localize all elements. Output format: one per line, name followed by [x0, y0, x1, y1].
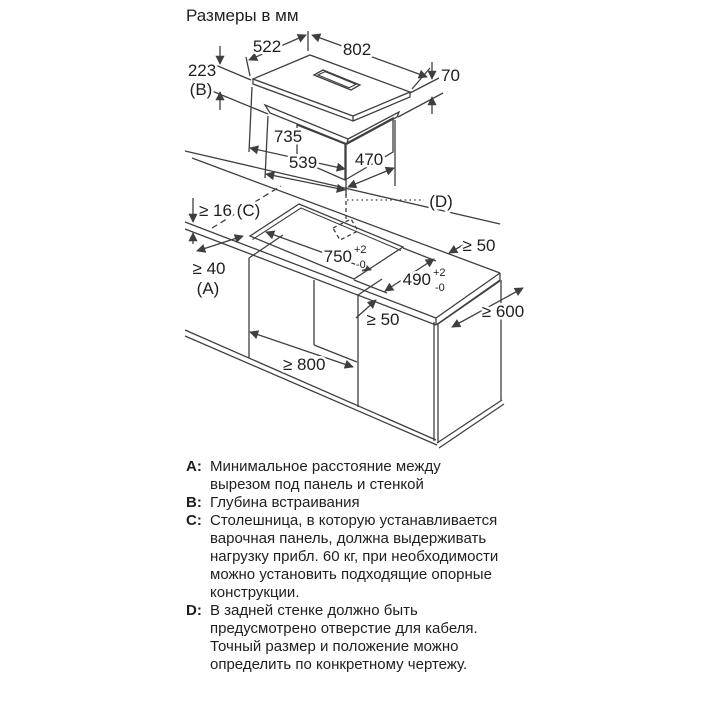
- vent-slot-icon: [314, 70, 360, 90]
- dim-side-clearance-40: [193, 236, 243, 298]
- dim-label-70: 70: [441, 66, 460, 85]
- dim-cutout-depth-490: [354, 248, 446, 294]
- dim-label-750-plus: +2: [354, 244, 367, 256]
- cable-callout-D: [347, 192, 453, 211]
- dim-label-539: 539: [288, 153, 318, 172]
- dim-label-223: 223: [187, 61, 217, 80]
- legend: [186, 458, 538, 674]
- legend-key: D:: [186, 602, 202, 619]
- dim-label-16C: ≥ 16 (C): [199, 201, 261, 220]
- dim-label-490: 490: [402, 270, 431, 289]
- legend-key: C:: [186, 512, 202, 529]
- dim-front-clearance-50: [356, 300, 399, 329]
- dim-label-522: 522: [252, 37, 282, 56]
- legend-text: В задней стенке должно быть предусмотрено отверстие для кабеля. Точный размер и положение можно определить по конкретному чертежу.: [210, 602, 478, 673]
- legend-key: B:: [186, 494, 202, 511]
- dim-key-B: (B): [189, 80, 213, 99]
- legend-text: Минимальное расстояние между вырезом под панель и стенкой: [210, 458, 441, 493]
- legend-item: [186, 602, 538, 674]
- dim-label-750-minus: -0: [356, 259, 366, 271]
- cabinet-figure: [185, 151, 504, 448]
- dim-cutout-width-750: [266, 232, 371, 271]
- dim-label-50-front: ≥ 50: [366, 310, 400, 329]
- legend-key: A:: [186, 458, 202, 475]
- cooktop-figure: [253, 55, 410, 180]
- legend-item: [186, 458, 538, 494]
- legend-item: [186, 494, 538, 512]
- dim-base-735: [249, 87, 346, 196]
- legend-item: [186, 512, 538, 602]
- dim-label-750: 750: [323, 247, 352, 266]
- cable-hole: [333, 187, 358, 240]
- dim-label-802: 802: [342, 40, 372, 59]
- dim-key-D: (D): [429, 192, 453, 211]
- dim-label-490-minus: -0: [435, 282, 445, 294]
- dim-label-600: ≥ 600: [481, 302, 525, 321]
- dim-key-A: (A): [196, 279, 220, 298]
- dim-label-800: ≥ 800: [283, 355, 326, 374]
- dim-label-470: 470: [354, 150, 384, 169]
- dim-cabinet-width-800: [250, 332, 353, 374]
- dim-label-50-back: ≥ 50: [462, 236, 496, 255]
- dim-label-735: 735: [273, 127, 303, 146]
- dim-thickness-16: [193, 198, 260, 244]
- legend-text: Столешница, в которую устанавливается варочная панель, должна выдерживать нагрузку прибл. 60 кг, при необходимости можно установить подходящие опорные конструкции.: [210, 512, 499, 601]
- dim-label-490-plus: +2: [433, 267, 446, 279]
- legend-text: Глубина встраивания: [210, 494, 360, 511]
- page-title: Размеры в мм: [186, 6, 299, 25]
- dim-back-clearance-50: [449, 236, 495, 255]
- dim-label-40: ≥ 40: [192, 259, 226, 278]
